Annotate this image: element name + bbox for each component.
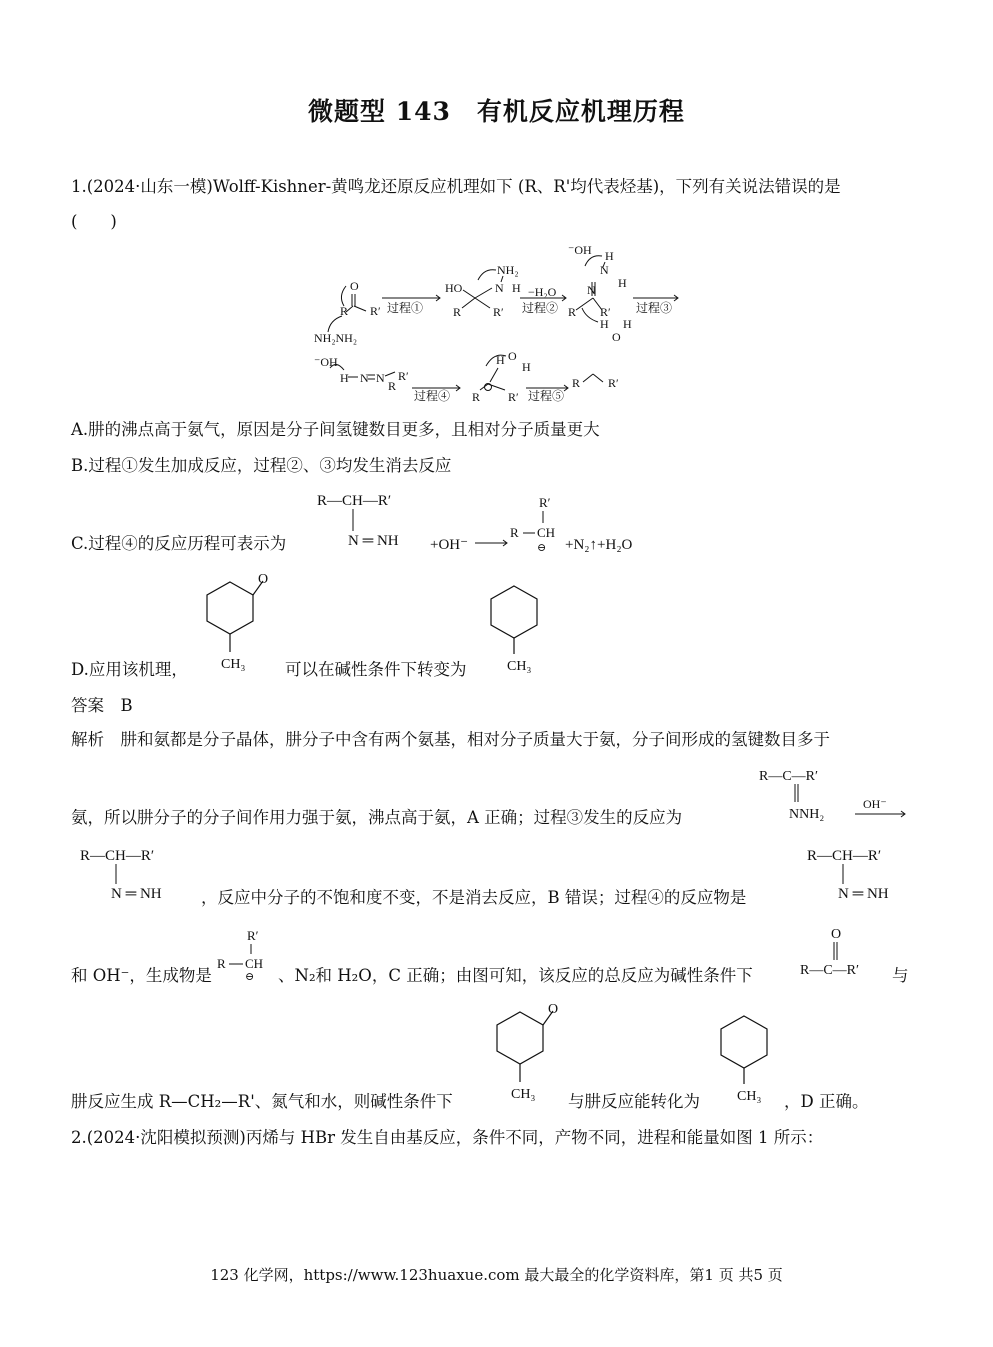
- scheme-hydroxide2: ⁻OH: [314, 355, 338, 369]
- azo-structure-1: [78, 840, 188, 906]
- q1-analysis-line1: 解析 肼和氨都是分子晶体，肼分子中含有两个氨基，相对分子质量大于氨，分子间形成的氢键数目多于: [71, 730, 830, 749]
- d2-ch3-label: CH₃: [507, 659, 532, 674]
- scheme-r: R: [340, 304, 349, 318]
- scheme-o2: O: [612, 330, 621, 344]
- scheme-h8: H: [522, 360, 531, 374]
- d-o-label: O: [258, 572, 269, 587]
- hz-nnh2: NNH₂: [789, 807, 825, 822]
- q1-option-a: A.肼的沸点高于氨气，原因是分子间氢键数目更多，且相对分子质量更大: [71, 420, 600, 439]
- scheme-h5: H: [623, 317, 632, 331]
- q1-analysis-line3: ，反应中分子的不饱和度不变，不是消去反应，B 错误；过程④的反应物是: [201, 888, 747, 907]
- ca-ch: CH: [245, 956, 264, 971]
- ca-r: R: [217, 956, 226, 971]
- scheme-n3: N: [587, 283, 596, 297]
- hz-oh: OH⁻: [863, 797, 887, 811]
- scheme-r6: R: [572, 376, 581, 390]
- hz-r-c-rp: R—C—R′: [759, 769, 819, 784]
- scheme-step5: 过程⑤: [528, 389, 565, 403]
- scheme-h6: H: [340, 371, 349, 385]
- e-o-label: O: [548, 1002, 559, 1017]
- page-title: 微题型 143 有机反应机理历程: [308, 97, 685, 126]
- optc-minus: ⊖: [537, 542, 547, 554]
- ketone-structure: [796, 922, 886, 982]
- scheme-n5: N: [376, 371, 385, 385]
- scheme-rp4: R′: [398, 369, 409, 383]
- hydrazone-structure: [755, 760, 915, 830]
- optc-oh: +OH⁻: [430, 537, 469, 553]
- scheme-minus-water: −H₂O: [528, 285, 557, 299]
- scheme-rp5: R′: [508, 390, 519, 404]
- azo-structure-2: [805, 840, 915, 906]
- scheme-rp6: R′: [608, 376, 619, 390]
- scheme-hydroxide: ⁻OH: [568, 243, 592, 257]
- scheme-step2: 过程②: [522, 301, 559, 315]
- q1-analysis-line5b: 与肼反应能转化为: [568, 1092, 700, 1111]
- scheme-n4: N: [360, 371, 369, 385]
- q1-analysis-line4c: 与: [892, 966, 909, 985]
- e2-ch3-label: CH₃: [737, 1089, 762, 1104]
- scheme-r2: R: [453, 305, 462, 319]
- scheme-rp: R′: [370, 304, 381, 318]
- methylcyclohexane-structure: [487, 578, 552, 678]
- scheme-step4: 过程④: [414, 389, 451, 403]
- optc-products: +N₂↑+H₂O: [565, 537, 633, 553]
- scheme-step3: 过程③: [636, 301, 673, 315]
- scheme-n: N: [495, 281, 504, 295]
- ca-minus: ⊖: [245, 971, 255, 982]
- d-ch3-label: CH₃: [221, 657, 246, 672]
- q1-option-b: B.过程①发生加成反应，过程②、③均发生消去反应: [71, 456, 452, 475]
- scheme-h4: H: [600, 317, 609, 331]
- scheme-h: H: [512, 281, 521, 295]
- az2-n-nh: N ═ NH: [838, 886, 889, 902]
- methylcyclohexanone-structure-2: [485, 998, 570, 1108]
- carbanion-structure: [215, 922, 275, 982]
- az2-r-ch-rp: R—CH—R′: [807, 848, 882, 864]
- scheme-h7: H: [496, 353, 505, 367]
- scheme-rp3: R′: [600, 305, 611, 319]
- scheme-n2: N: [600, 263, 609, 277]
- q1-analysis-line4b: 、N₂和 H₂O，C 正确；由图可知，该反应的总反应为碱性条件下: [278, 966, 753, 985]
- scheme-h3: H: [618, 276, 627, 290]
- ca-rp: R′: [247, 928, 259, 943]
- k-r-c-rp: R—C—R′: [800, 963, 860, 978]
- az1-n-nh: N ═ NH: [111, 886, 162, 902]
- q1-option-d-text: 可以在碱性条件下转变为: [285, 660, 467, 679]
- scheme-rp2: R′: [493, 305, 504, 319]
- optc-ch: CH: [537, 525, 556, 540]
- scheme-step1: 过程①: [387, 301, 424, 315]
- q1-analysis-line5c: ，D 正确。: [784, 1092, 869, 1111]
- q1-analysis-line4a: 和 OH⁻，生成物是: [71, 966, 212, 985]
- q1-answer: 答案 B: [71, 696, 133, 715]
- optc-r: R: [510, 525, 519, 540]
- optc-r-ch-rp: R—CH—R′: [317, 493, 392, 509]
- k-o: O: [831, 927, 842, 942]
- methylcyclohexanone-structure: [195, 568, 280, 678]
- e-ch3-label: CH₃: [511, 1087, 536, 1102]
- q1-analysis-line5a: 肼反应生成 R—CH₂—R'、氮气和水，则碱性条件下: [71, 1092, 453, 1111]
- q2-stem: 2.(2024·沈阳模拟预测)丙烯与 HBr 发生自由基反应，条件不同，产物不同，进程和能量如图 1 所示：: [71, 1128, 824, 1147]
- scheme-ho: HO: [445, 281, 463, 295]
- option-c-equation: [315, 485, 665, 565]
- methylcyclohexane-structure-2: [717, 1008, 782, 1108]
- optc-rp: R′: [539, 495, 551, 510]
- scheme-r4: R: [388, 379, 397, 393]
- mechanism-scheme: [300, 240, 700, 410]
- scheme-nh2: NH₂: [497, 263, 519, 277]
- scheme-h2: H: [605, 249, 614, 263]
- scheme-nh2nh2: NH₂NH₂: [314, 331, 358, 345]
- page-footer: 123 化学网，https://www.123huaxue.com 最大最全的化学资料库，第1 页 共5 页: [210, 1266, 783, 1284]
- q1-analysis-line2: 氨，所以肼分子的分子间作用力强于氨，沸点高于氨，A 正确；过程③发生的反应为: [71, 808, 683, 827]
- scheme-r5: R: [472, 390, 481, 404]
- q1-answer-paren: ( ): [71, 212, 117, 231]
- scheme-o3: O: [508, 349, 517, 363]
- optc-n-nh: N ═ NH: [348, 533, 399, 549]
- az1-r-ch-rp: R—CH—R′: [80, 848, 155, 864]
- scheme-o: O: [350, 279, 359, 293]
- scheme-r3: R: [568, 305, 577, 319]
- q1-stem: 1.(2024·山东一模)Wolff-Kishner-黄鸣龙还原反应机理如下 (R、R'均代表烃基)，下列有关说法错误的是: [71, 177, 841, 196]
- q1-option-d: D.应用该机理，: [71, 660, 188, 679]
- q1-option-c: C.过程④的反应历程可表示为: [71, 534, 287, 553]
